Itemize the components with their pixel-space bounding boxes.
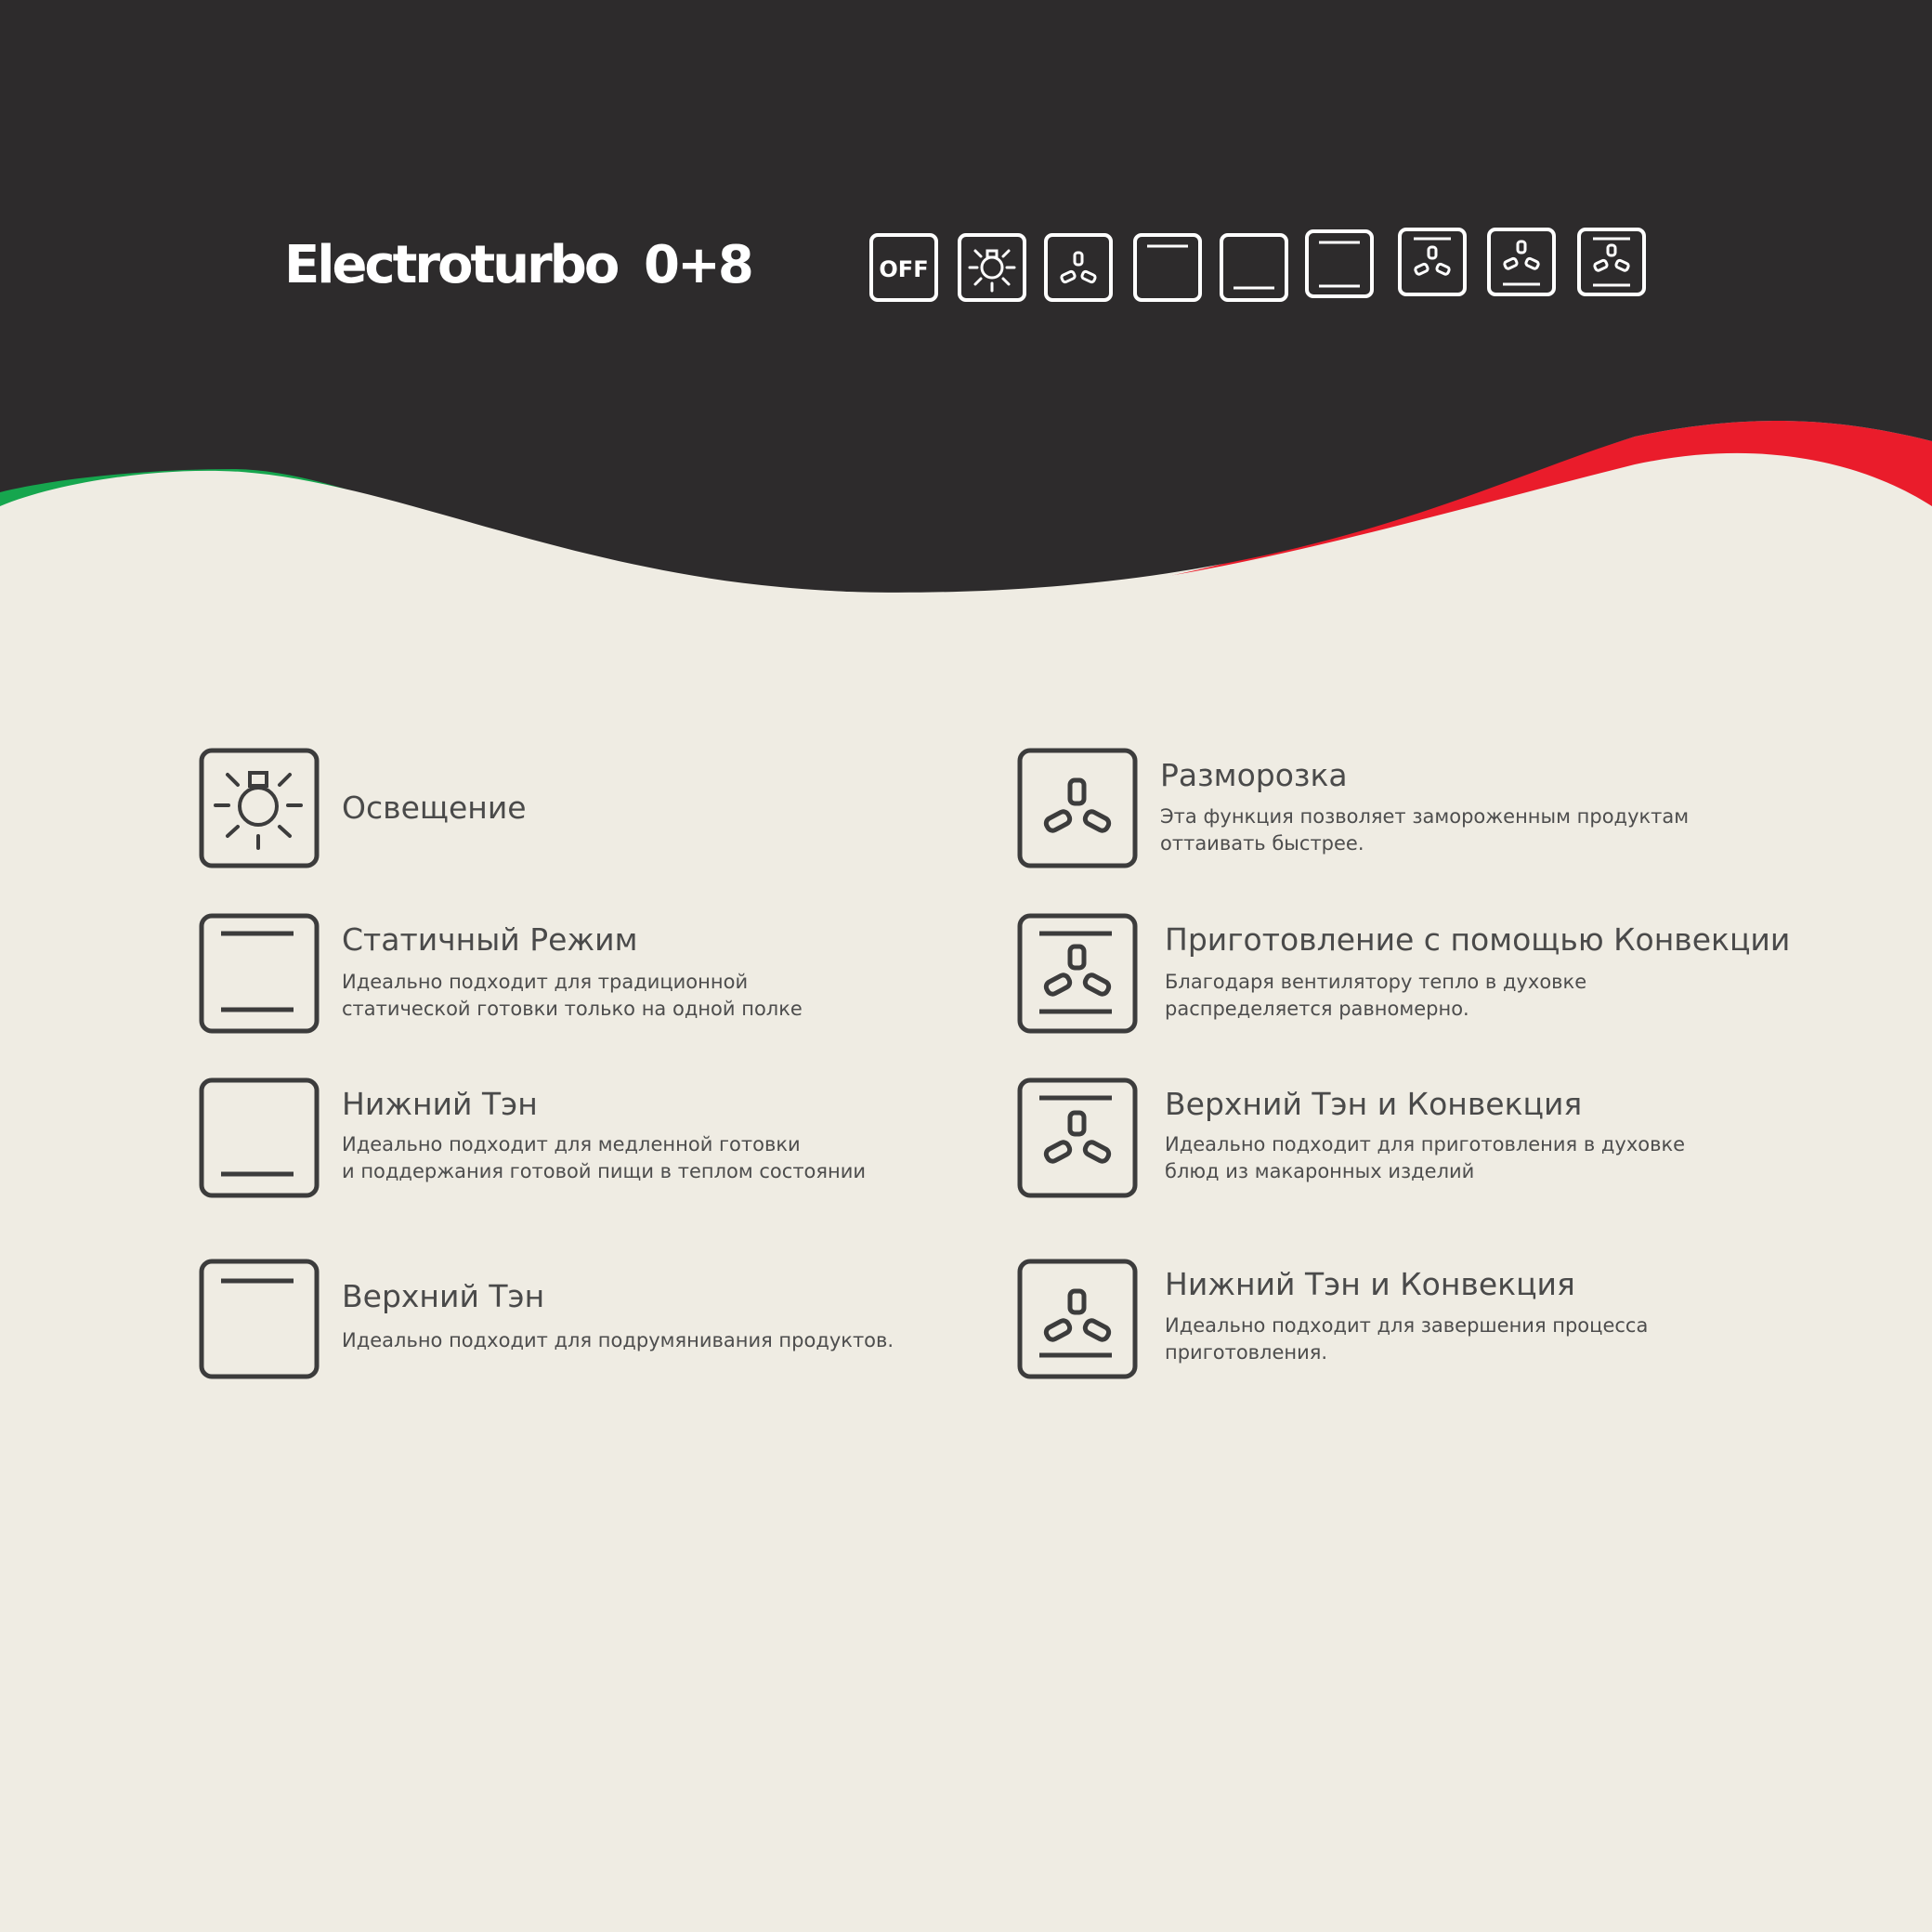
feature-description: Эта функция позволяет замороженным продуктам оттаивать быстрее. [1160,805,1690,855]
bottom-heater-fan-icon [1486,227,1557,297]
lamp-icon [957,232,1027,303]
lamp-icon [199,748,320,868]
top-bottom-heater-fan-icon [1397,227,1468,297]
feature-description: Идеально подходит для медленной готовки и поддержания готовой пищи в теплом состоянии [342,1133,867,1182]
defrost-fan-icon [1017,748,1138,868]
feature-title: Приготовление с помощью Конвекции [1165,921,1791,958]
feature-title: Нижний Тэн [342,1086,538,1122]
feature-title: Освещение [342,790,527,826]
bottom-heater-icon [199,1077,320,1198]
feature-lighting [199,748,923,873]
fan-icon [1043,232,1114,303]
mode-strip [867,223,1647,307]
feature-bottom-heater [199,1077,923,1203]
top-bottom-heater-icon [1304,228,1375,299]
model-name: 0+8 [644,235,751,295]
header-background [0,0,1932,613]
feature-convection [1017,913,1853,1038]
top-heater-fan-icon [1017,1077,1138,1198]
feature-description: Идеально подходит для завершения процесса приготовления. [1165,1314,1649,1364]
off-label: OFF [879,256,929,282]
feature-title: Верхний Тэн [342,1278,545,1314]
brand-name: Electroturbo [284,235,618,295]
feature-description: Идеально подходит для приготовления в духовке блюд из макаронных изделий [1165,1133,1686,1182]
feature-title: Разморозка [1160,757,1348,793]
feature-description: Благодаря вентилятору тепло в духовке распределяется равномерно. [1165,971,1587,1020]
bottom-heater-icon [1219,232,1289,303]
convection-icon [1017,913,1138,1034]
feature-description: Идеально подходит для подрумянивания продуктов. [342,1329,894,1351]
feature-title: Нижний Тэн и Конвекция [1165,1266,1575,1302]
feature-defrost [1017,748,1853,873]
off-icon [868,232,939,303]
feature-top-heater-convection [1017,1077,1853,1203]
bottom-heater-fan-icon [1017,1259,1138,1379]
top-heater-icon [199,1259,320,1379]
feature-description: Идеально подходит для традиционной статической готовки только на одной полке [342,971,803,1020]
feature-title: Статичный Режим [342,921,638,958]
feature-static-mode [199,913,923,1038]
top-heater-icon [1132,232,1203,303]
static-mode-icon [199,913,320,1034]
top-bottom-heater-fan-icon [1576,227,1647,297]
feature-top-heater [199,1259,923,1384]
feature-bottom-heater-convection [1017,1259,1853,1384]
feature-title: Верхний Тэн и Конвекция [1165,1086,1583,1122]
